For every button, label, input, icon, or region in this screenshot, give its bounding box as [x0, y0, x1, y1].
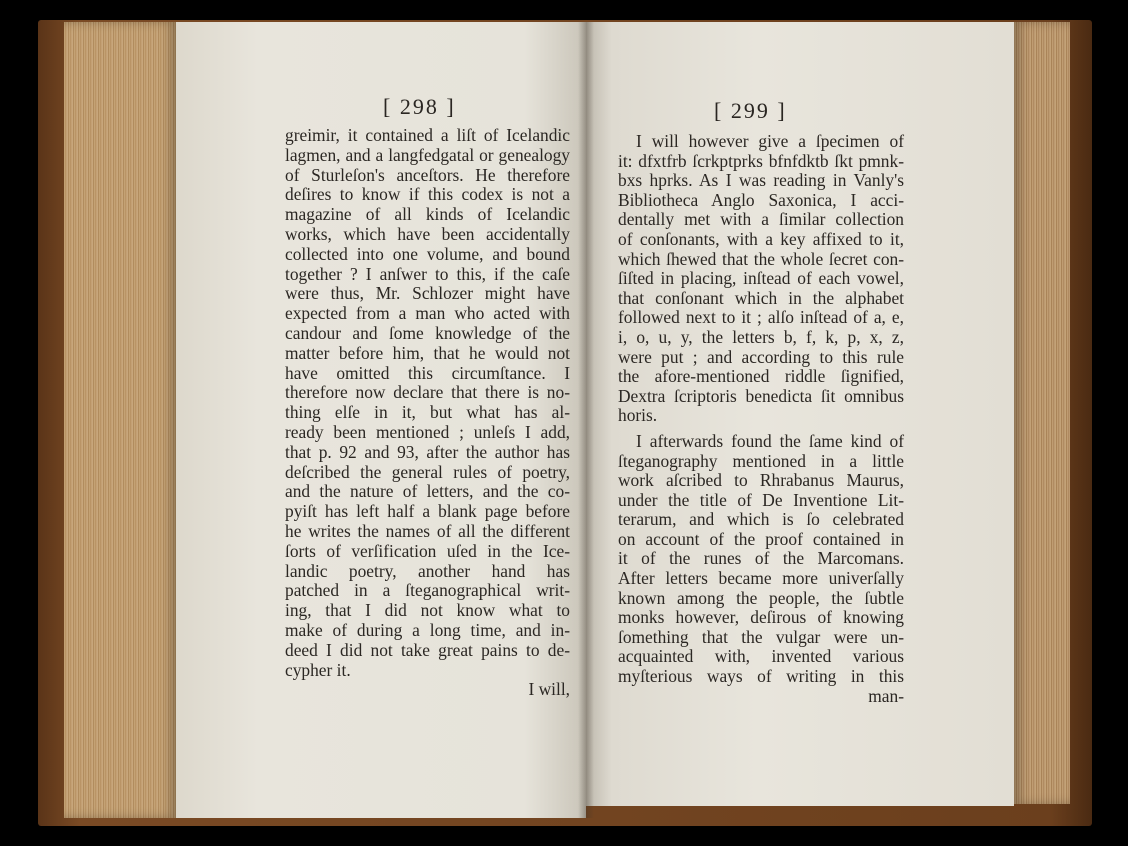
right-page-text: [618, 132, 904, 706]
text-line: bxs hprks. As I was reading in Vanly's: [618, 170, 904, 191]
text-line: matter before him, that he would not: [285, 342, 570, 363]
text-line: make of during a long time, and in-: [285, 619, 570, 640]
text-line: ing, that I did not know what to: [285, 600, 570, 621]
text-line: patched in a ſteganographical writ-: [285, 580, 570, 601]
text-line: thing elſe in it, but what has al-: [285, 402, 570, 423]
text-line: lagmen, and a langfedgatal or genealogy: [285, 144, 570, 165]
text-line: ſiſted in placing, inſtead of each vowel,: [618, 268, 904, 289]
text-line: which ſhewed that the whole ſecret con-: [618, 248, 904, 269]
text-line: pyiſt has left half a blank page before: [285, 501, 570, 522]
text-line: Dextra ſcriptoris benedicta ſit omnibus: [618, 385, 904, 406]
text-line: monks however, deſirous of knowing: [618, 607, 904, 628]
text-line: Bibliotheca Anglo Saxonica, I acci-: [618, 189, 904, 210]
text-line: have omitted this circumſtance. I: [285, 362, 570, 383]
text-line: After letters became more univerſally: [618, 568, 904, 589]
text-line: and the nature of letters, and the co-: [285, 481, 570, 502]
book-gutter: [578, 22, 594, 818]
text-line: myſterious ways of writing in this: [618, 666, 904, 687]
text-line: it of the runes of the Marcomans.: [618, 548, 904, 569]
text-line: horis.: [618, 405, 658, 426]
text-line: landic poetry, another hand has: [285, 560, 570, 581]
paragraph: [618, 432, 904, 687]
text-line: candour and ſome knowledge of the: [285, 322, 570, 343]
text-line: ſorts of verſification uſed in the Ice-: [285, 540, 570, 561]
text-line: work aſcribed to Rhrabanus Maurus,: [618, 470, 904, 491]
text-line: together ? I anſwer to this, if the caſe: [285, 263, 570, 284]
text-line: under the title of De Inventione Lit-: [618, 489, 904, 510]
right-page-header: [ 299 ]: [714, 98, 787, 123]
text-line: on account of the proof contained in: [618, 528, 904, 549]
text-line: expected from a man who acted with: [285, 303, 570, 324]
text-line: ſteganography mentioned in a little: [618, 450, 904, 471]
text-line: were put ; and according to this rule: [618, 346, 904, 367]
catchword: man-: [868, 685, 904, 706]
paragraph: [618, 132, 904, 426]
text-line: i, o, u, y, the letters b, f, k, p, x, z,: [618, 326, 904, 347]
text-line: dentally met with a ſimilar collection: [618, 209, 904, 230]
text-line: deſires to know if this codex is not a: [285, 184, 570, 205]
text-line: it: dfxtfrb ſcrkptprks bfnfdktb ſkt pmnk-: [618, 150, 904, 171]
text-line: terarum, and which is ſo celebrated: [618, 509, 904, 530]
left-page-edges: [64, 22, 178, 818]
text-line: followed next to it ; alſo inſtead of a, e,: [618, 307, 904, 328]
text-line: acquainted with, invented various: [618, 646, 904, 667]
text-line: works, which have been accidentally: [285, 223, 570, 244]
text-line: known among the people, the ſubtle: [618, 587, 904, 608]
text-line: cypher it.: [285, 659, 351, 680]
text-line: the afore-mentioned riddle ſignified,: [618, 366, 904, 387]
text-line: I afterwards found the ſame kind of: [636, 430, 904, 451]
text-line: collected into one volume, and bound: [285, 243, 570, 264]
text-line: ready been mentioned ; unleſs I add,: [285, 421, 570, 442]
left-page-text: [285, 126, 570, 700]
text-line: greimir, it contained a liſt of Icelandic: [285, 125, 570, 145]
right-page-edges: [1012, 22, 1070, 804]
text-line: he writes the names of all the different: [285, 520, 570, 541]
text-line: deed I did not take great pains to de-: [285, 639, 570, 660]
left-page-header: [ 298 ]: [383, 94, 456, 119]
text-line: I will however give a ſpecimen of: [636, 131, 904, 151]
text-line: ſomething that the vulgar were un-: [618, 626, 904, 647]
catchword: I will,: [528, 679, 570, 700]
text-line: were thus, Mr. Schlozer might have: [285, 283, 570, 304]
text-line: of Sturleſon's anceſtors. He therefore: [285, 164, 570, 185]
text-line: that p. 92 and 93, after the author has: [285, 441, 570, 462]
text-line: therefore now declare that there is no-: [285, 382, 570, 403]
text-line: of conſonants, with a key affixed to it,: [618, 228, 904, 249]
text-line: magazine of all kinds of Icelandic: [285, 204, 570, 225]
text-line: deſcribed the general rules of poetry,: [285, 461, 570, 482]
text-line: that conſonant which in the alphabet: [618, 287, 904, 308]
